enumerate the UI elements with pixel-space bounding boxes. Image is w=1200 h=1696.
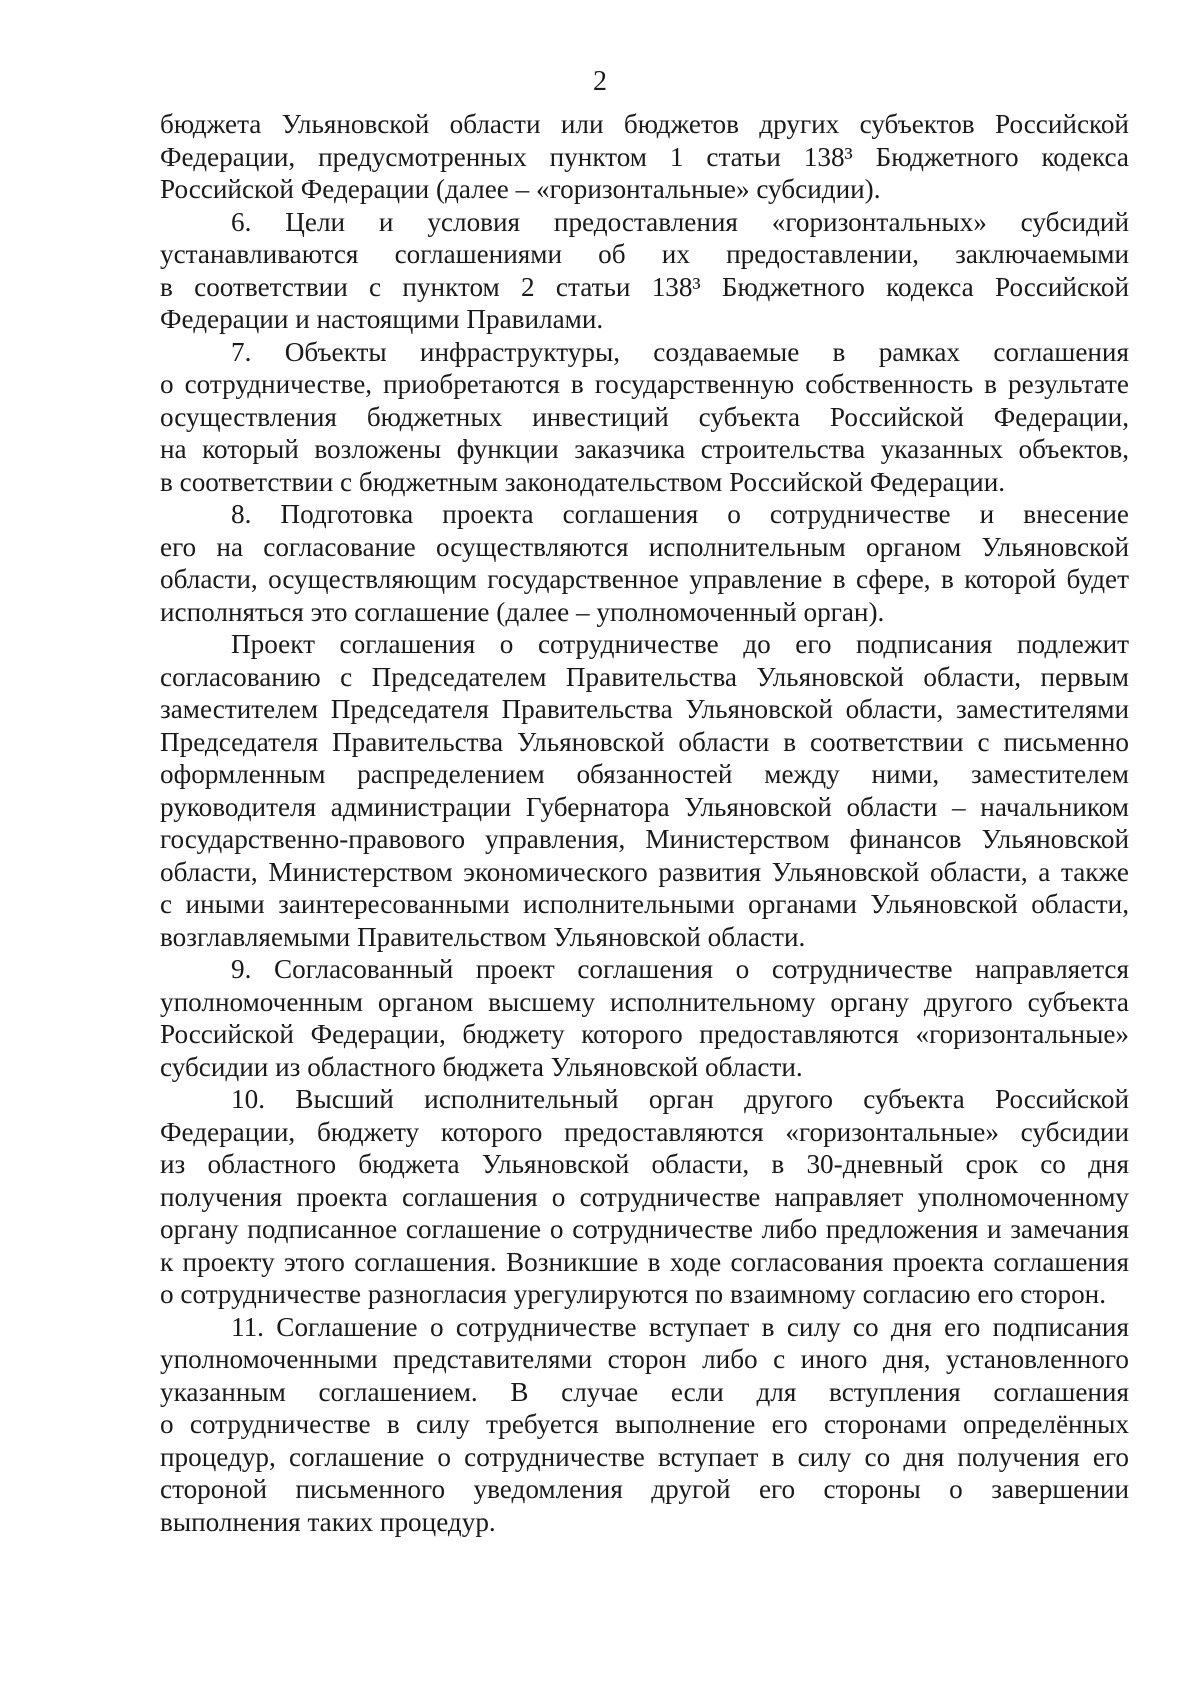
text-line: стороной письменного уведомления другой его стороны о завершении xyxy=(160,1474,1129,1504)
text-line: органу подписанное соглашение о сотрудничестве либо предложения и замечания xyxy=(160,1214,1129,1244)
text-line: Проект соглашения о сотрудничестве до его подписания подлежит xyxy=(231,629,1129,659)
text-line: процедур, соглашение о сотрудничестве вступает в силу со дня получения его xyxy=(160,1441,1129,1472)
text-line: 11. Соглашение о сотрудничестве вступает в силу со дня его подписания xyxy=(231,1311,1129,1342)
text-line: уполномоченными представителями сторон либо с иного дня, установленного xyxy=(160,1344,1129,1374)
text-line: получения проекта соглашения о сотрудничестве направляет уполномоченному xyxy=(160,1181,1129,1212)
text-line: исполняться это соглашение (далее – уполномоченный орган). xyxy=(160,596,885,627)
text-line: государственно-правового управления, Министерством финансов Ульяновской xyxy=(160,824,1129,854)
text-line: о сотрудничестве, приобретаются в государственную собственность в результате xyxy=(160,369,1129,399)
text-line: 8. Подготовка проекта соглашения о сотрудничестве и внесение xyxy=(231,499,1129,529)
text-line: 7. Объекты инфраструктуры, создаваемые в рамках соглашения xyxy=(231,336,1129,367)
text-line: Председателя Правительства Ульяновской области в соответствии с письменно xyxy=(160,726,1129,757)
text-line: Российской Федерации (далее – «горизонтальные» субсидии). xyxy=(160,174,881,204)
text-line: Федерации и настоящими Правилами. xyxy=(160,304,604,334)
text-line: 9. Согласованный проект соглашения о сотрудничестве направляется xyxy=(231,954,1129,984)
text-line: указанным соглашением. В случае если для вступления соглашения xyxy=(160,1376,1129,1407)
text-line: области, Министерством экономического развития Ульяновской области, а также xyxy=(160,856,1129,887)
text-line: в соответствии с бюджетным законодательством Российской Федерации. xyxy=(160,466,1006,497)
text-line: устанавливаются соглашениями об их предоставлении, заключаемыми xyxy=(160,239,1129,269)
text-line: области, осуществляющим государственное управление в сфере, в которой будет xyxy=(160,564,1129,594)
text-line: с иными заинтересованными исполнительными органами Ульяновской области, xyxy=(160,889,1129,919)
text-line: на который возложены функции заказчика строительства указанных объектов, xyxy=(160,434,1129,464)
text-line: Федерации, предусмотренных пунктом 1 статьи 138³ Бюджетного кодекса xyxy=(160,141,1129,172)
text-line: уполномоченным органом высшему исполнительному органу другого субъекта xyxy=(160,986,1129,1017)
text-line: о сотрудничестве разногласия урегулируются по взаимному согласию его сторон. xyxy=(160,1279,1107,1309)
text-line: заместителем Председателя Правительства Ульяновской области, заместителями xyxy=(160,694,1129,724)
text-line: возглавляемыми Правительством Ульяновской области. xyxy=(160,921,806,952)
text-line: из областного бюджета Ульяновской области, в 30-дневный срок со дня xyxy=(160,1149,1129,1179)
text-line: согласованию с Председателем Правительства Ульяновской области, первым xyxy=(160,661,1129,692)
text-line: его на согласование осуществляются исполнительным органом Ульяновской xyxy=(160,531,1129,562)
text-line: к проекту этого соглашения. Возникшие в ходе согласования проекта соглашения xyxy=(160,1246,1129,1277)
text-line: 10. Высший исполнительный орган другого субъекта Российской xyxy=(231,1084,1129,1114)
text-line: руководителя администрации Губернатора Ульяновской области – начальником xyxy=(160,791,1129,822)
text-line: выполнения таких процедур. xyxy=(160,1506,496,1537)
text-line: в соответствии с пунктом 2 статьи 138³ Бюджетного кодекса Российской xyxy=(160,271,1129,302)
text-line: о сотрудничестве в силу требуется выполнение его сторонами определённых xyxy=(160,1409,1129,1439)
page-number: 2 xyxy=(593,66,607,97)
text-line: бюджета Ульяновской области или бюджетов других субъектов Российской xyxy=(160,109,1129,139)
text-line: осуществления бюджетных инвестиций субъекта Российской Федерации, xyxy=(160,401,1129,432)
text-line: Федерации, бюджету которого предоставляются «горизонтальные» субсидии xyxy=(160,1116,1129,1147)
document-body xyxy=(160,108,1129,1538)
text-line: Российской Федерации, бюджету которого предоставляются «горизонтальные» xyxy=(160,1019,1129,1049)
text-line: субсидии из областного бюджета Ульяновской области. xyxy=(160,1051,803,1082)
text-line: 6. Цели и условия предоставления «горизонтальных» субсидий xyxy=(231,206,1129,237)
text-line: оформленным распределением обязанностей между ними, заместителем xyxy=(160,759,1129,789)
